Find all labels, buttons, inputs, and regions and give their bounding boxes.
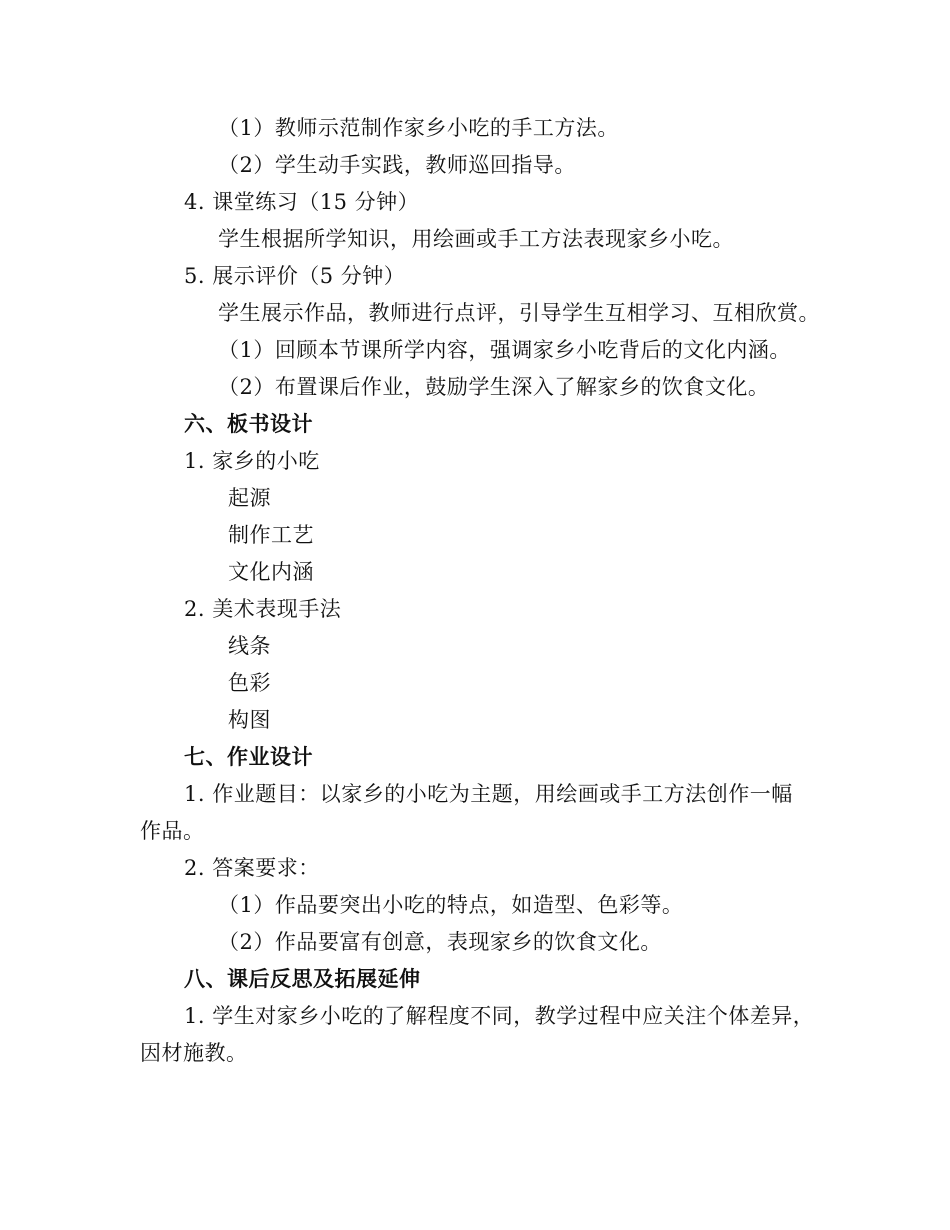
list-item-homework-topic: 1. 作业题目：以家乡的小吃为主题，用绘画或手工方法创作一幅 (184, 782, 793, 806)
section-heading-homework-design: 七、作业设计 (184, 745, 313, 769)
text-line-practice: （2）学生动手实践，教师巡回指导。 (218, 153, 576, 177)
sub-item-color: 色彩 (228, 671, 271, 695)
list-item-reflection-1: 1. 学生对家乡小吃的了解程度不同，教学过程中应关注个体差异， (184, 1004, 815, 1028)
sub-item-lines: 线条 (228, 634, 271, 658)
sub-item-craft: 制作工艺 (228, 523, 314, 547)
sub-item-composition: 构图 (228, 708, 271, 732)
text-line-requirement-1: （1）作品要突出小吃的特点，如造型、色彩等。 (218, 893, 684, 917)
list-item-evaluation: 5. 展示评价（5 分钟） (184, 264, 406, 288)
text-line-requirement-2: （2）作品要富有创意，表现家乡的饮食文化。 (218, 930, 662, 954)
text-line-review: （1）回顾本节课所学内容，强调家乡小吃背后的文化内涵。 (218, 338, 791, 362)
text-line-exercise-desc: 学生根据所学知识，用绘画或手工方法表现家乡小吃。 (218, 227, 734, 251)
text-line-homework-assign: （2）布置课后作业，鼓励学生深入了解家乡的饮食文化。 (218, 375, 770, 399)
list-item-art-techniques: 2. 美术表现手法 (184, 597, 342, 621)
sub-item-origin: 起源 (228, 486, 271, 510)
list-item-requirements: 2. 答案要求： (184, 856, 320, 880)
section-heading-reflection: 八、课后反思及拓展延伸 (184, 967, 421, 991)
text-line-topic-continued: 作品。 (140, 819, 205, 843)
list-item-class-exercise: 4. 课堂练习（15 分钟） (184, 190, 420, 214)
text-line-evaluation-desc: 学生展示作品，教师进行点评，引导学生互相学习、互相欣赏。 (218, 301, 820, 325)
text-line-demo-method: （1）教师示范制作家乡小吃的手工方法。 (218, 116, 619, 140)
text-line-reflection-continued: 因材施教。 (140, 1041, 248, 1065)
list-item-hometown-snacks: 1. 家乡的小吃 (184, 449, 320, 473)
section-heading-board-design: 六、板书设计 (184, 412, 313, 436)
sub-item-culture: 文化内涵 (228, 560, 314, 584)
